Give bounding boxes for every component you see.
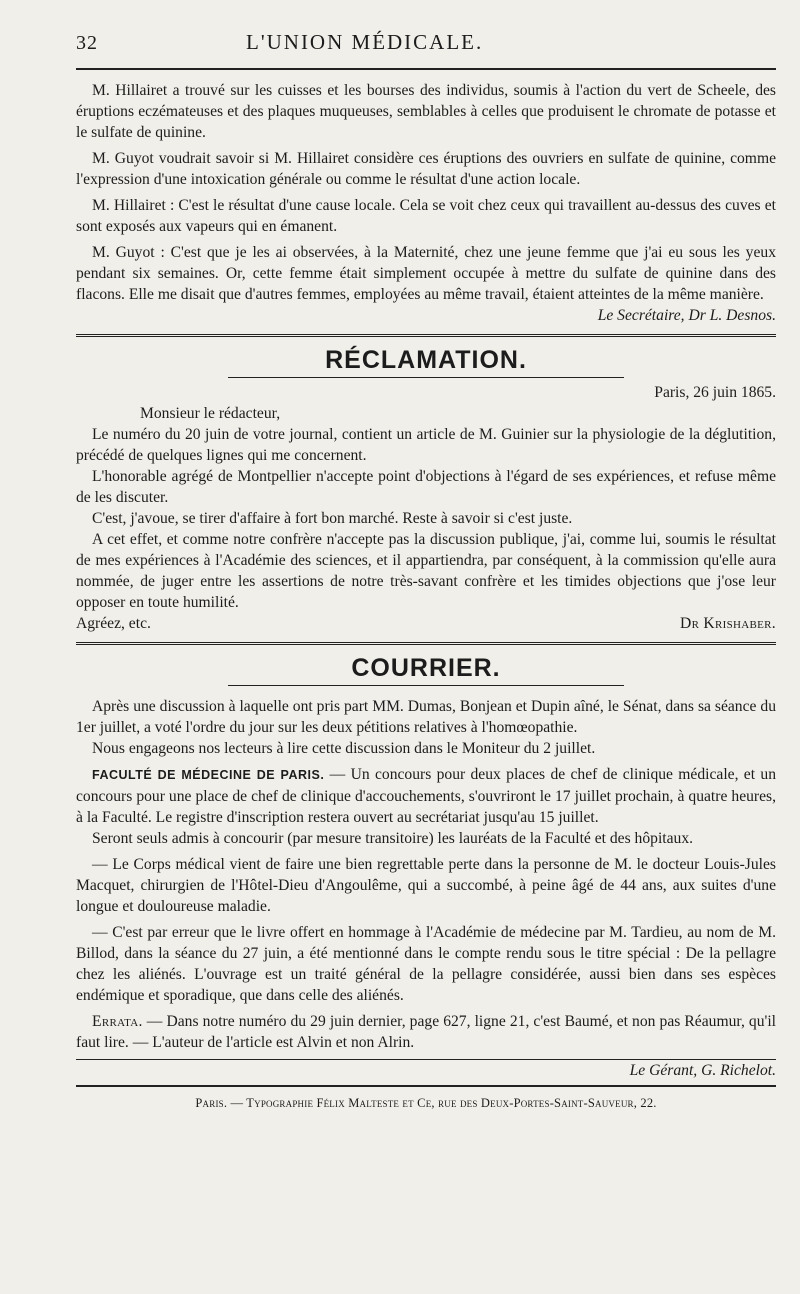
section-rule-courrier bbox=[76, 642, 776, 648]
faculte-text: — Un concours pour deux places de chef de clinique médicale, et un concours pour une place de chef de clinique d'accouchements, s'ouvriront le 17 juillet prochain, à quatre heures, à la Faculté. Le registre d'inscription restera ouvert au secrétariat jusqu'au 15 juillet. bbox=[76, 766, 776, 826]
courrier-title: COURRIER. bbox=[351, 654, 501, 682]
courrier-para-4: Seront seuls admis à concourir (par mesure transitoire) les lauréats de la Faculté et des hôpitaux. bbox=[92, 830, 694, 847]
courrier-para-2: Nous engageons nos lecteurs à lire cette discussion dans le Moniteur du 2 juillet. bbox=[92, 740, 596, 757]
reclamation-dateline: Paris, 26 juin 1865. bbox=[654, 384, 776, 401]
discussion-hillairet-1: M. Hillairet a trouvé sur les cuisses et les bourses des individus, soumis à l'action du vert de Scheele, des éruptions eczémateuses et des plaques muqueuses, semblables à celles que produisent le chromate de potasse et le sulfate de quinine. bbox=[76, 82, 776, 141]
reclamation-para-1: Le numéro du 20 juin de votre journal, contient un article de M. Guinier sur la physiologie de la déglutition, précédé de quelques lignes qui me concernent. bbox=[76, 426, 776, 464]
reclamation-underline bbox=[228, 377, 624, 378]
courrier-para-1: Après une discussion à laquelle ont pris part MM. Dumas, Bonjean et Dupin aîné, le Sénat, dans sa séance du 1er juillet, a voté l'ordre du jour sur les deux pétitions relatives à l'homœopathie. bbox=[76, 698, 776, 736]
courrier-para-6: — C'est par erreur que le livre offert en hommage à l'Académie de médecine par M. Tardieu, au nom de M. Billod, dans la séance du 27 juin, a été mentionné dans le compte rendu sous le titre spécial : De la pellagre chez les aliénés. L'ouvrage est un traité général de la pellagre considérée, aussi bien dans ses espèces endémique et sporadique, que dans celle des aliénés. bbox=[76, 924, 776, 1004]
reclamation-para-4: A cet effet, et comme notre confrère n'accepte pas la discussion publique, j'ai, comme lui, soumis le résultat de mes expériences à l'Académie des sciences, et il appartiendra, par conséquent, à la commission qu'elle aura nommée, de juger entre les assertions de notre très-savant confrère et les timides objections que j'ose leur opposer en toute humilité. bbox=[76, 531, 776, 611]
courrier-para-5: — Le Corps médical vient de faire une bien regrettable perte dans la personne de M. le docteur Louis-Jules Macquet, chirurgien de l'Hôtel-Dieu d'Angoulême, qui a succombé, à peine âgé de 44 ans, aux suites d'une longue et douloureuse maladie. bbox=[76, 856, 776, 915]
journal-title: L'UNION MÉDICALE. bbox=[246, 30, 484, 54]
discussion-hillairet-2: M. Hillairet : C'est le résultat d'une cause locale. Cela se voit chez ceux qui travaillent au-dessus des cuves et sont exposés aux vapeurs qui en émanent. bbox=[76, 197, 776, 235]
reclamation-signature: Dr Krishaber. bbox=[680, 615, 776, 632]
page-number: 32 bbox=[76, 32, 98, 54]
imprint-line: Paris. — Typographie Félix Malteste et Ce, rue des Deux-Portes-Saint-Sauveur, 22. bbox=[195, 1096, 657, 1110]
discussion-guyot-1: M. Guyot voudrait savoir si M. Hillairet considère ces éruptions des ouvriers en sulfate de quinine, comme l'expression d'une intoxication générale ou comme le résultat d'une action locale. bbox=[76, 150, 776, 188]
reclamation-salutation: Monsieur le rédacteur, bbox=[140, 405, 281, 422]
errata-text: — Dans notre numéro du 29 juin dernier, page 627, ligne 21, c'est Baumé, et non pas Réaumur, qu'il faut lire. — L'auteur de l'article est Alvin et non Alrin. bbox=[76, 1013, 776, 1051]
secretaire-signature: Le Secrétaire, Dr L. Desnos. bbox=[597, 307, 776, 324]
reclamation-para-3: C'est, j'avoue, se tirer d'affaire à fort bon marché. Reste à savoir si c'est juste. bbox=[92, 510, 573, 527]
running-head bbox=[76, 30, 776, 64]
errata-label: Errata. bbox=[92, 1013, 143, 1030]
reclamation-sign-row bbox=[76, 613, 776, 634]
reclamation-closing: Agréez, etc. bbox=[76, 615, 151, 632]
courrier-faculte-para bbox=[76, 764, 776, 828]
reclamation-para-2: L'honorable agrégé de Montpellier n'accepte point d'objections à l'égard de ses expériences, et refuse même de les discuter. bbox=[76, 468, 776, 506]
reclamation-title: RÉCLAMATION. bbox=[325, 346, 527, 374]
gerant-signature: Le Gérant, G. Richelot. bbox=[629, 1062, 776, 1079]
imprint-rule bbox=[76, 1085, 776, 1087]
faculte-label: FACULTÉ DE MÉDECINE DE PARIS. bbox=[92, 768, 325, 782]
discussion-guyot-2: M. Guyot : C'est que je les ai observées, à la Maternité, chez une jeune femme que j'ai eu sous les yeux pendant six semaines. Or, cette femme était simplement occupée à mettre du sulfate de quinine dans des flacons. Elle me disait que d'autres femmes, employées au même travail, étaient atteintes de la même manière. bbox=[76, 244, 776, 303]
courrier-errata bbox=[76, 1011, 776, 1053]
section-rule-reclamation bbox=[76, 334, 776, 340]
